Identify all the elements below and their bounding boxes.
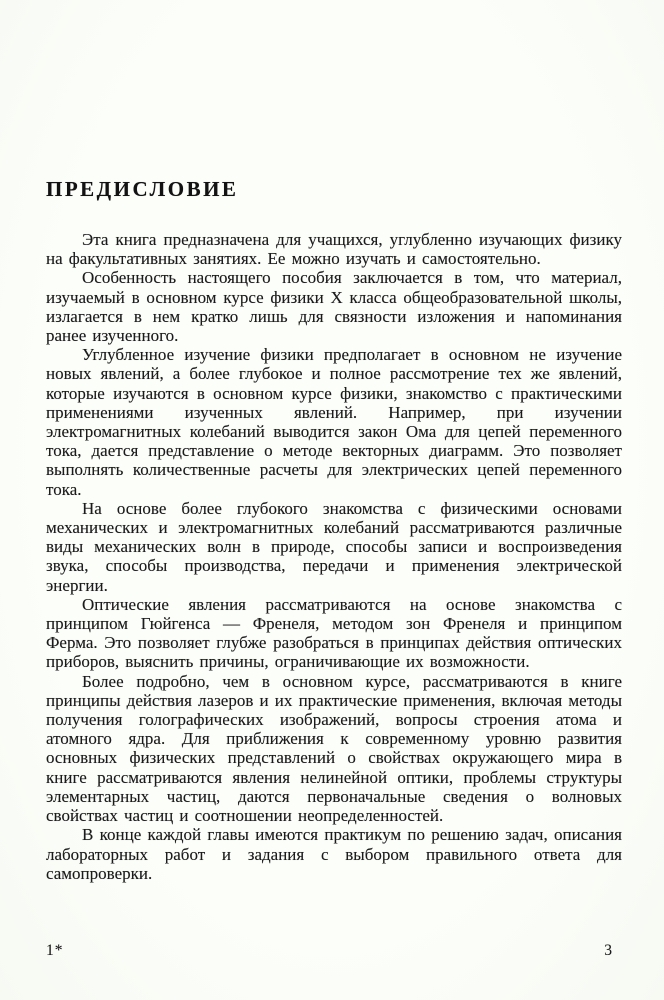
paragraph-chapter-end: В конце каждой главы имеются практикум по решению задач, описания лабораторных работ и задания с выбором правильного ответа для самопроверки. xyxy=(46,825,622,883)
page-title: ПРЕДИСЛОВИЕ xyxy=(46,177,239,201)
paragraph-intro: Эта книга предназначена для учащихся, углубленно изучающих физику на факультативных занятиях. Ее можно изучать и самостоятельно. xyxy=(46,230,622,269)
paragraph-feature: Особенность настоящего пособия заключается в том, что материал, изучаемый в основном курсе физики X класса общеобразовательной школы, излагается в нем кратко лишь для связности изложения и напоминания ранее изученного. xyxy=(46,268,622,346)
body-text xyxy=(46,230,622,883)
paragraph-oscillations: На основе более глубокого знакомства с физическими основами механических и электромагнитных колебаний рассматриваются различные виды механических волн в природе, способы записи и воспроизведения звука, способы производства, передачи и применения электрической энергии. xyxy=(46,498,622,595)
page-number: 3 xyxy=(604,942,612,959)
page-footer xyxy=(46,942,620,960)
paragraph-lasers-atoms: Более подробно, чем в основном курсе, рассматриваются в книге принципы действия лазеров и их практические применения, включая методы получения голографических изображений, вопросы строения атома и атомного ядра. Для приближения к современному уровню развития основных физических представлений о свойствах окружающего мира в книге рассматриваются явления нелинейной оптики, проблемы структуры элементарных частиц, даются первоначальные сведения о волновых свойствах частиц и соотношении неопределенностей. xyxy=(46,671,622,826)
page-content xyxy=(46,178,622,883)
signature-mark: 1* xyxy=(46,942,64,959)
paragraph-optics: Оптические явления рассматриваются на основе знакомства с принципом Гюйгенса — Френеля, методом зон Френеля и принципом Ферма. Это позволяет глубже разобраться в принципах действия оптических приборов, выяснить причины, ограничивающие их возможности. xyxy=(46,594,622,672)
paragraph-deep-study: Углубленное изучение физики предполагает в основном не изучение новых явлений, а более глубокое и полное рассмотрение тех же явлений, которые изучаются в основном курсе физики, знакомство с практическими применениями изученных явлений. Например, при изучении электромагнитных колебаний выводится закон Ома для цепей переменного тока, дается представление о методе векторных диаграмм. Это позволяет выполнять количественные расчеты для электрических цепей переменного тока. xyxy=(46,345,622,499)
